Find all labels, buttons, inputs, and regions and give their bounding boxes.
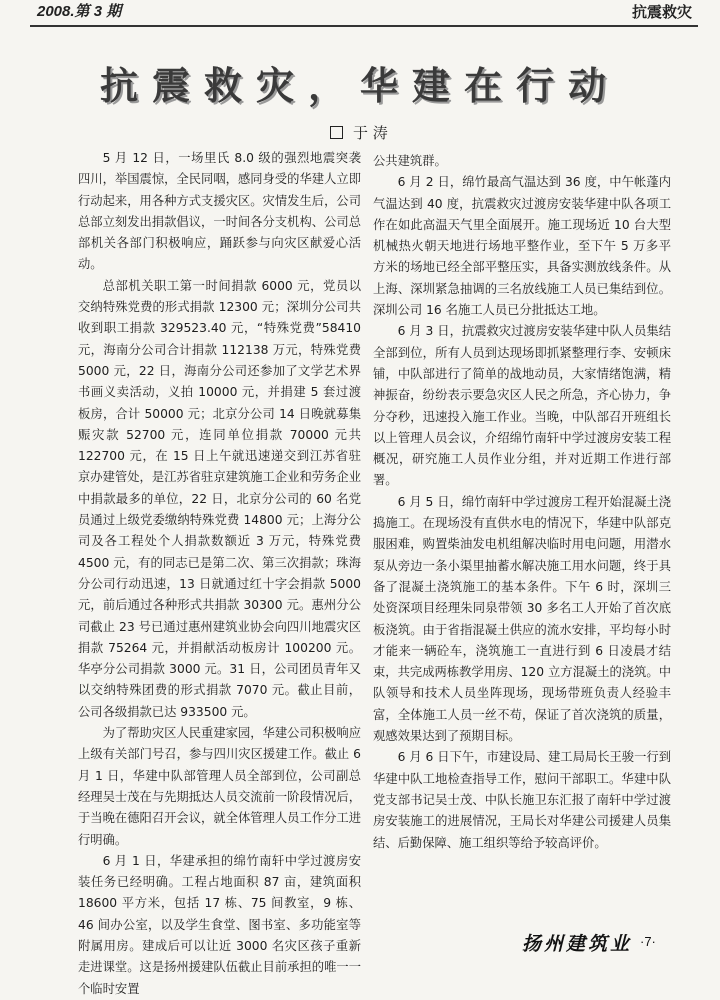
journal-name: 扬州建筑业 [522,933,633,955]
paragraph: 6 月 6 日下午，市建设局、建工局局长王骏一行到华建中队工地检查指导工作，慰问干部职工。华建中队党支部书记吴士茂、中队长施卫东汇报了南轩中学过渡房安装施工的进展情况，王局长对华建公司援建人员集结、后勤保障、施工组织等给予较高评价。 [373,750,671,850]
paragraph-continued: 公共建筑群。 [373,154,447,168]
article-title: 抗震救灾，华建在行动 [99,64,620,108]
paragraph: 6 月 2 日，绵竹最高气温达到 36 度，中午帐蓬内气温达到 40 度，抗震救灾过渡房安装华建中队各项工作在如此高温天气里全面展开。施工现场近 10 台大型机械热火朝天地进行场地平整作业，至下午 5 万多平方米的场地已经全部平整压实，具备实测放线条件。从上海、深圳紧急抽调的三名放线施工人员已集结到位。深圳公司 16 名施工人员已分批抵达工地。 [373,175,671,318]
right-column [373,151,671,854]
paragraph: 5 月 12 日，一场里氏 8.0 级的强烈地震突袭四川，举国震惊，全民同咽，感同身受的华建人立即行动起来，用各种方式支援灾区。灾情发生后，公司总部立刻发出捐款倡议，一时间各分支机构、公司总部机关各部门积极响应，踊跃参与向灾区献爱心活动。 [78,151,361,272]
issue-label: 2008.第 3 期 [37,3,122,20]
paragraph: 6 月 1 日，华建承担的绵竹南轩中学过渡房安装任务已经明确。工程占地面积 87 亩，建筑面积 18600 平方米，包括 17 栋、75 间教室，9 栋、46 间办公室，以及学生食堂、图书室、多功能室等附属用房。建成后可以让近 3000 名灾区孩子重新走进课堂。这是扬州援建队伍截止目前承担的唯一一个临时安置 [78,853,361,996]
author-line [330,122,388,143]
paragraph: 总部机关职工第一时间捐款 6000 元，党员以交纳特殊党费的形式捐款 12300 元；深圳分公司共收到职工捐款 329523.40 元，“特殊党费”58410 元，海南分公司合计捐款 112138 万元，特殊党费 5000 元，22 日，海南分公司还参加了文学艺术界书画义卖活动，义拍 10000 元，并捐建 5 套过渡板房，合计 50000 元；北京分公司 14 日晚就募集赈灾款 52700 元，连同单位捐款 70000 元共 122700 元，在 15 日上午就迅速递交到江苏省驻京办建管处，是江苏省驻京建筑施工企业和劳务企业中捐款最多的单位，22 日，北京分公司的 60 名党员通过上级党委缴纳特殊党费 14800 元；上海分公司及各工程处个人捐款数额近 3 万元，特殊党费 4500 元，有的同志已是第二次、第三次捐款；珠海分公司行动迅速，13 日就通过红十字会捐款 5000 元，前后通过各种形式共捐款 30300 元。惠州分公司截止 23 号已通过惠州建筑业协会向四川地震灾区捐款 75264 元，并捐献活动板房计 100200 元。华亭分公司捐款 3000 元。31 日，公司团员青年又以交纳特殊团费的形式捐款 7070 元。截止目前，公司各级捐款已达 933500 元。 [78,278,361,719]
author-name: 于 涛 [353,124,388,142]
page-number: ·7· [640,934,656,949]
square-icon [330,126,343,139]
section-label: 抗震救灾 [631,3,692,21]
paragraph: 6 月 5 日，绵竹南轩中学过渡房工程开始混凝土浇捣施工。在现场没有直供水电的情况下，华建中队部克服困难，购置柴油发电机组解决临时用电问题，用潜水泵从旁边一条小渠里抽蓄水解决施工用水问题，终于具备了混凝土浇筑施工的基本条件。下午 6 时，深圳三处资深项目经理朱同泉带领 30 多名工人开始了首次底板浇筑。由于省指混凝土供应的流水安排，平均每小时才能来一辆砼车，浇筑施工一直进行到 6 日凌晨才结束，共完成两栋教学用房、120 立方混凝土的浇筑。中队领导和技术人员坐阵现场，现场带班负责人经验丰富，全体施工人员一丝不苟，保证了首次浇筑的质量，观感效果达到了预期目标。 [373,494,671,744]
left-column [78,148,361,1000]
paragraph: 为了帮助灾区人民重建家园，华建公司积极响应上级有关部门号召，参与四川灾区援建工作。截止 6 月 1 日，华建中队部管理人员全部到位，公司副总经理吴士茂在与先期抵达人员交流前一阶段情况后，于当晚在德阳召开会议，就全体管理人员工作分工进行明确。 [78,726,361,847]
paragraph: 6 月 3 日，抗震救灾过渡房安装华建中队人员集结全部到位，所有人员到达现场即抓紧整理行李、安顿床铺，中队部进行了简单的战地动员，大家情绪饱满，精神振奋，纷纷表示要急灾区人民之所急，齐心协力，争分夺秒，迅速投入施工作业。当晚，中队部召开班组长以上管理人员会议，介绍绵竹南轩中学过渡房安装工程概况，研究施工人员作业分组，并对近期工作进行部署。 [373,324,671,488]
header-rule [30,25,698,27]
